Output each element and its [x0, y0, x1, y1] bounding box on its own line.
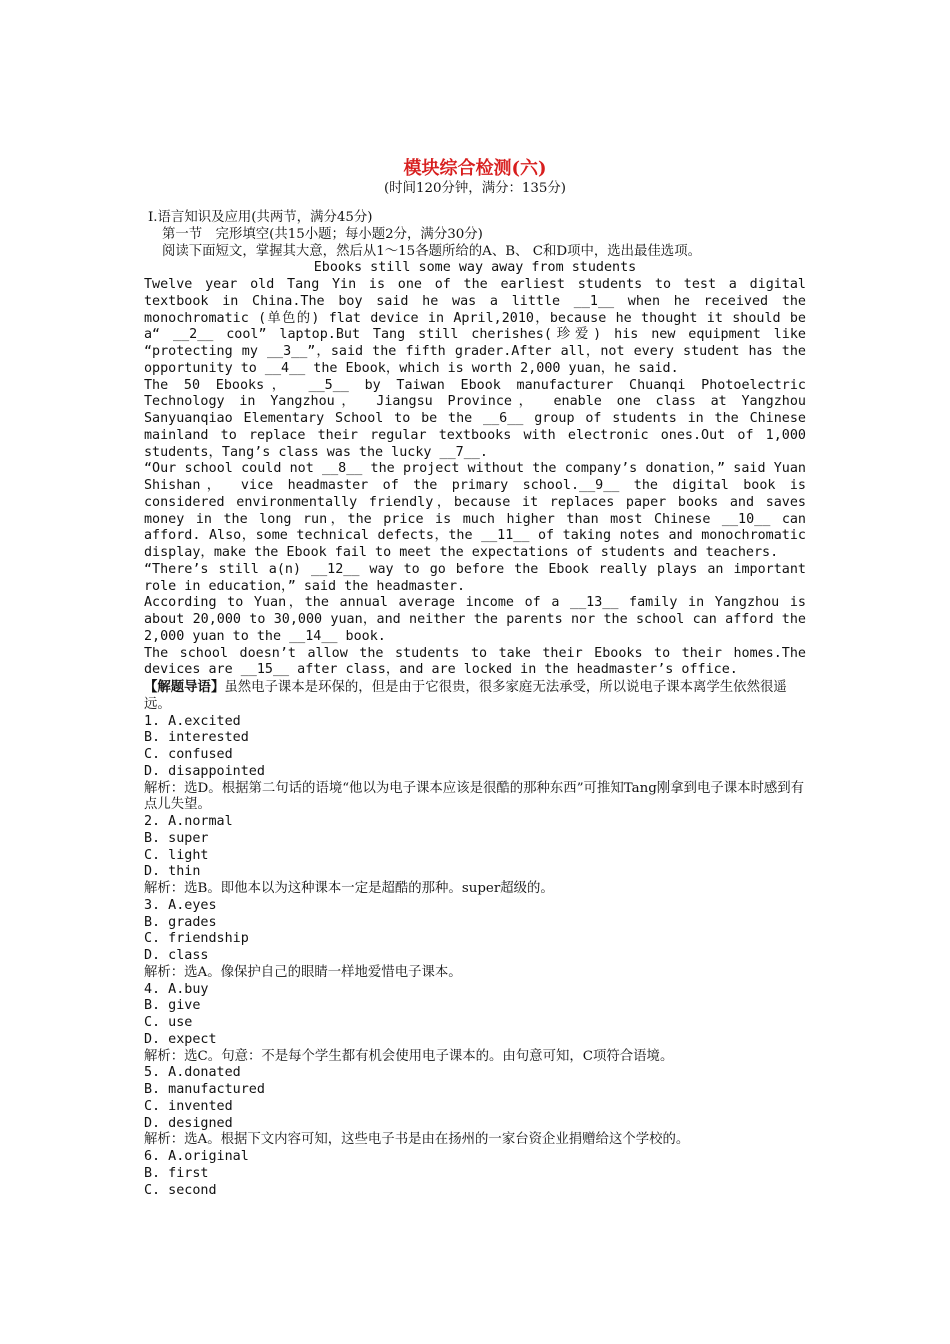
option-item: C. light: [144, 847, 209, 863]
option-item: 2. A.normal: [144, 814, 233, 829]
option-item: D. disappointed: [144, 763, 265, 779]
passage-paragraph: “There’s still a(n) __12__ way to go before the Ebook really plays an important role in education，” said the headmaster.: [144, 561, 806, 594]
option-item: B. manufactured: [144, 1082, 265, 1097]
guide-label: 【解题导语】: [144, 679, 225, 695]
analysis-text: 解析：选A。像保护自己的眼睛一样地爱惜电子课本。: [144, 964, 462, 980]
question-block: [144, 1065, 806, 1149]
question-block: [144, 1149, 806, 1199]
option-item: B. give: [144, 998, 201, 1014]
option-item: C. confused: [144, 747, 233, 762]
option-item: C. friendship: [144, 931, 249, 947]
option-item: 4. A.buy: [144, 981, 209, 997]
option-item: C. second: [144, 1182, 217, 1198]
guide-text: 虽然电子课本是环保的，但是由于它很贵，很多家庭无法承受，所以说电子课本离学生依然很遥远。: [144, 680, 787, 712]
analysis-text: 解析：选A。根据下文内容可知，这些电子书是由在扬州的一家台资企业捐赠给这个学校的。: [144, 1132, 690, 1148]
option-item: C. use: [144, 1015, 193, 1030]
question-block: [144, 814, 806, 898]
option-item: D. class: [144, 948, 209, 963]
option-item: 3. A.eyes: [144, 897, 217, 913]
page-subtitle: (时间120分钟，满分：135分): [383, 181, 567, 196]
subsection-heading: 第一节 完形填空(共15小题；每小题2分，满分30分): [162, 226, 483, 242]
option-item: 6. A.original: [144, 1149, 249, 1164]
question-block: [144, 714, 806, 815]
option-item: C. invented: [144, 1098, 233, 1114]
analysis-text: 解析：选C。句意：不是每个学生都有机会使用电子课本的。由句意可知，C项符合语境。: [144, 1048, 674, 1064]
page-title: 模块综合检测(六): [403, 158, 547, 179]
section-heading: Ⅰ.语言知识及应用(共两节，满分45分): [148, 210, 373, 225]
question-block: [144, 898, 806, 982]
passage-paragraph: Twelve year old Tang Yin is one of the earliest students to test a digital textbook in China.The boy said he was a little __1__ when he received the monochromatic (单色的) flat device in April,2010，because he thought it should be a“ __2__ cool” laptop.But Tang still cherishes(珍爱) his new equipment like “protecting my __3__”，said the fifth grader.After all，not every student has the opportunity to __4__ the Ebook，which is worth 2,000 yuan，he said.: [144, 277, 806, 376]
option-item: 1. A.excited: [144, 713, 241, 729]
guide-block: [144, 679, 806, 714]
passage-paragraph: The 50 Ebooks， __5__ by Taiwan Ebook manufacturer Chuanqi Photoelectric Technology in Yangzhou， Jiangsu Province， enable one class at Yangzhou Sanyuanqiao Elementary School to be the __6__ group of students in the Chinese mainland to replace their regular textbooks with electronic ones.Out of 1,000 students，Tang’s class was the lucky __7__.: [144, 377, 806, 460]
option-item: D. expect: [144, 1031, 217, 1047]
option-item: B. super: [144, 830, 209, 846]
question-block: [144, 982, 806, 1066]
analysis-text: 解析：选B。即他本以为这种课本一定是超酷的那种。super超级的。: [144, 881, 554, 896]
passage-paragraph: The school doesn’t allow the students to take their Ebooks to their homes.The devices are __15__ after class，and are locked in the headmaster’s office.: [144, 645, 806, 678]
analysis-text: 解析：选D。根据第二句话的语境“他以为电子课本应该是很酷的那种东西”可推知Tang刚拿到电子课本时感到有点儿失望。: [144, 780, 805, 813]
document-page: [144, 158, 806, 1199]
option-item: B. first: [144, 1165, 209, 1181]
instruction-text: 阅读下面短文，掌握其大意，然后从1～15各题所给的A、B、 C和D项中，选出最佳选项。: [162, 243, 701, 259]
option-item: B. grades: [144, 914, 217, 930]
option-item: D. designed: [144, 1115, 233, 1131]
passage-paragraph: According to Yuan，the annual average income of a __13__ family in Yangzhou is about 20,000 to 30,000 yuan，and neither the parents nor the school can afford the 2,000 yuan to the __14__ book.: [144, 595, 806, 644]
option-item: D. thin: [144, 864, 201, 880]
option-item: B. interested: [144, 730, 249, 746]
passage-title: Ebooks still some way away from students: [313, 260, 637, 276]
passage-paragraph: “Our school could not __8__ the project without the company’s donation，” said Yuan Shishan， vice headmaster of the primary school.__9__ the digital book is considered environmentally friendly，because it replaces paper books and saves money in the long run，the price is much higher than most Chinese __10__ can afford. Also，some technical defects，the __11__ of taking notes and monochromatic display，make the Ebook fail to meet the expectations of students and teachers.: [144, 461, 806, 560]
option-item: 5. A.donated: [144, 1065, 241, 1081]
